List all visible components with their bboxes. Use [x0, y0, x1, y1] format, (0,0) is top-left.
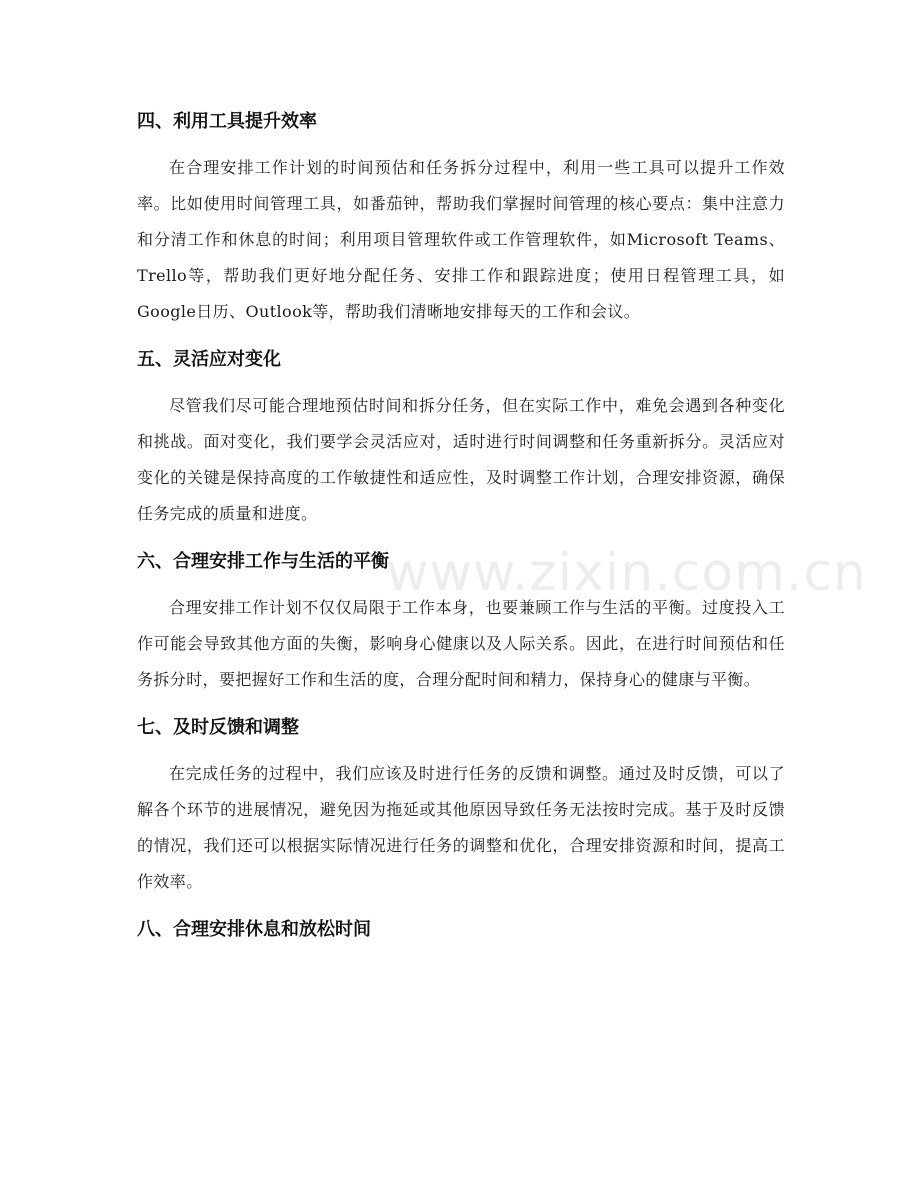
section-paragraph-7: 在完成任务的过程中，我们应该及时进行任务的反馈和调整。通过及时反馈，可以了解各个环节的进展情况，避免因为拖延或其他原因导致任务无法按时完成。基于及时反馈的情况，我们还可以根据实际情况进行任务的调整和优化，合理安排资源和时间，提高工作效率。	[137, 764, 785, 891]
section-heading-8: 八、合理安排休息和放松时间	[137, 919, 371, 940]
section-heading-4: 四、利用工具提升效率	[137, 111, 317, 132]
section-paragraph-5: 尽管我们尽可能合理地预估时间和拆分任务，但在实际工作中，难免会遇到各种变化和挑战。面对变化，我们要学会灵活应对，适时进行时间调整和任务重新拆分。灵活应对变化的关键是保持高度的工作敏捷性和适应性，及时调整工作计划，合理安排资源，确保任务完成的质量和进度。	[137, 396, 785, 523]
section-heading-5: 五、灵活应对变化	[137, 349, 281, 370]
section-paragraph-6: 合理安排工作计划不仅仅局限于工作本身，也要兼顾工作与生活的平衡。过度投入工作可能会导致其他方面的失衡，影响身心健康以及人际关系。因此，在进行时间预估和任务拆分时，要把握好工作和生活的度，合理分配时间和精力，保持身心的健康与平衡。	[137, 598, 785, 689]
watermark-logo: www.zixin.com.cn	[386, 543, 867, 603]
section-heading-7: 七、及时反馈和调整	[137, 717, 299, 738]
section-paragraph-4: 在合理安排工作计划的时间预估和任务拆分过程中，利用一些工具可以提升工作效率。比如使用时间管理工具，如番茄钟，帮助我们掌握时间管理的核心要点：集中注意力和分清工作和休息的时间；利用项目管理软件或工作管理软件，如Microsoft Teams、Trello等，帮助我们更好地分配任务、安排工作和跟踪进度；使用日程管理工具，如Google日历、Outlook等，帮助我们清晰地安排每天的工作和会议。	[137, 158, 785, 321]
section-heading-6: 六、合理安排工作与生活的平衡	[137, 551, 389, 572]
document-body	[137, 104, 785, 958]
